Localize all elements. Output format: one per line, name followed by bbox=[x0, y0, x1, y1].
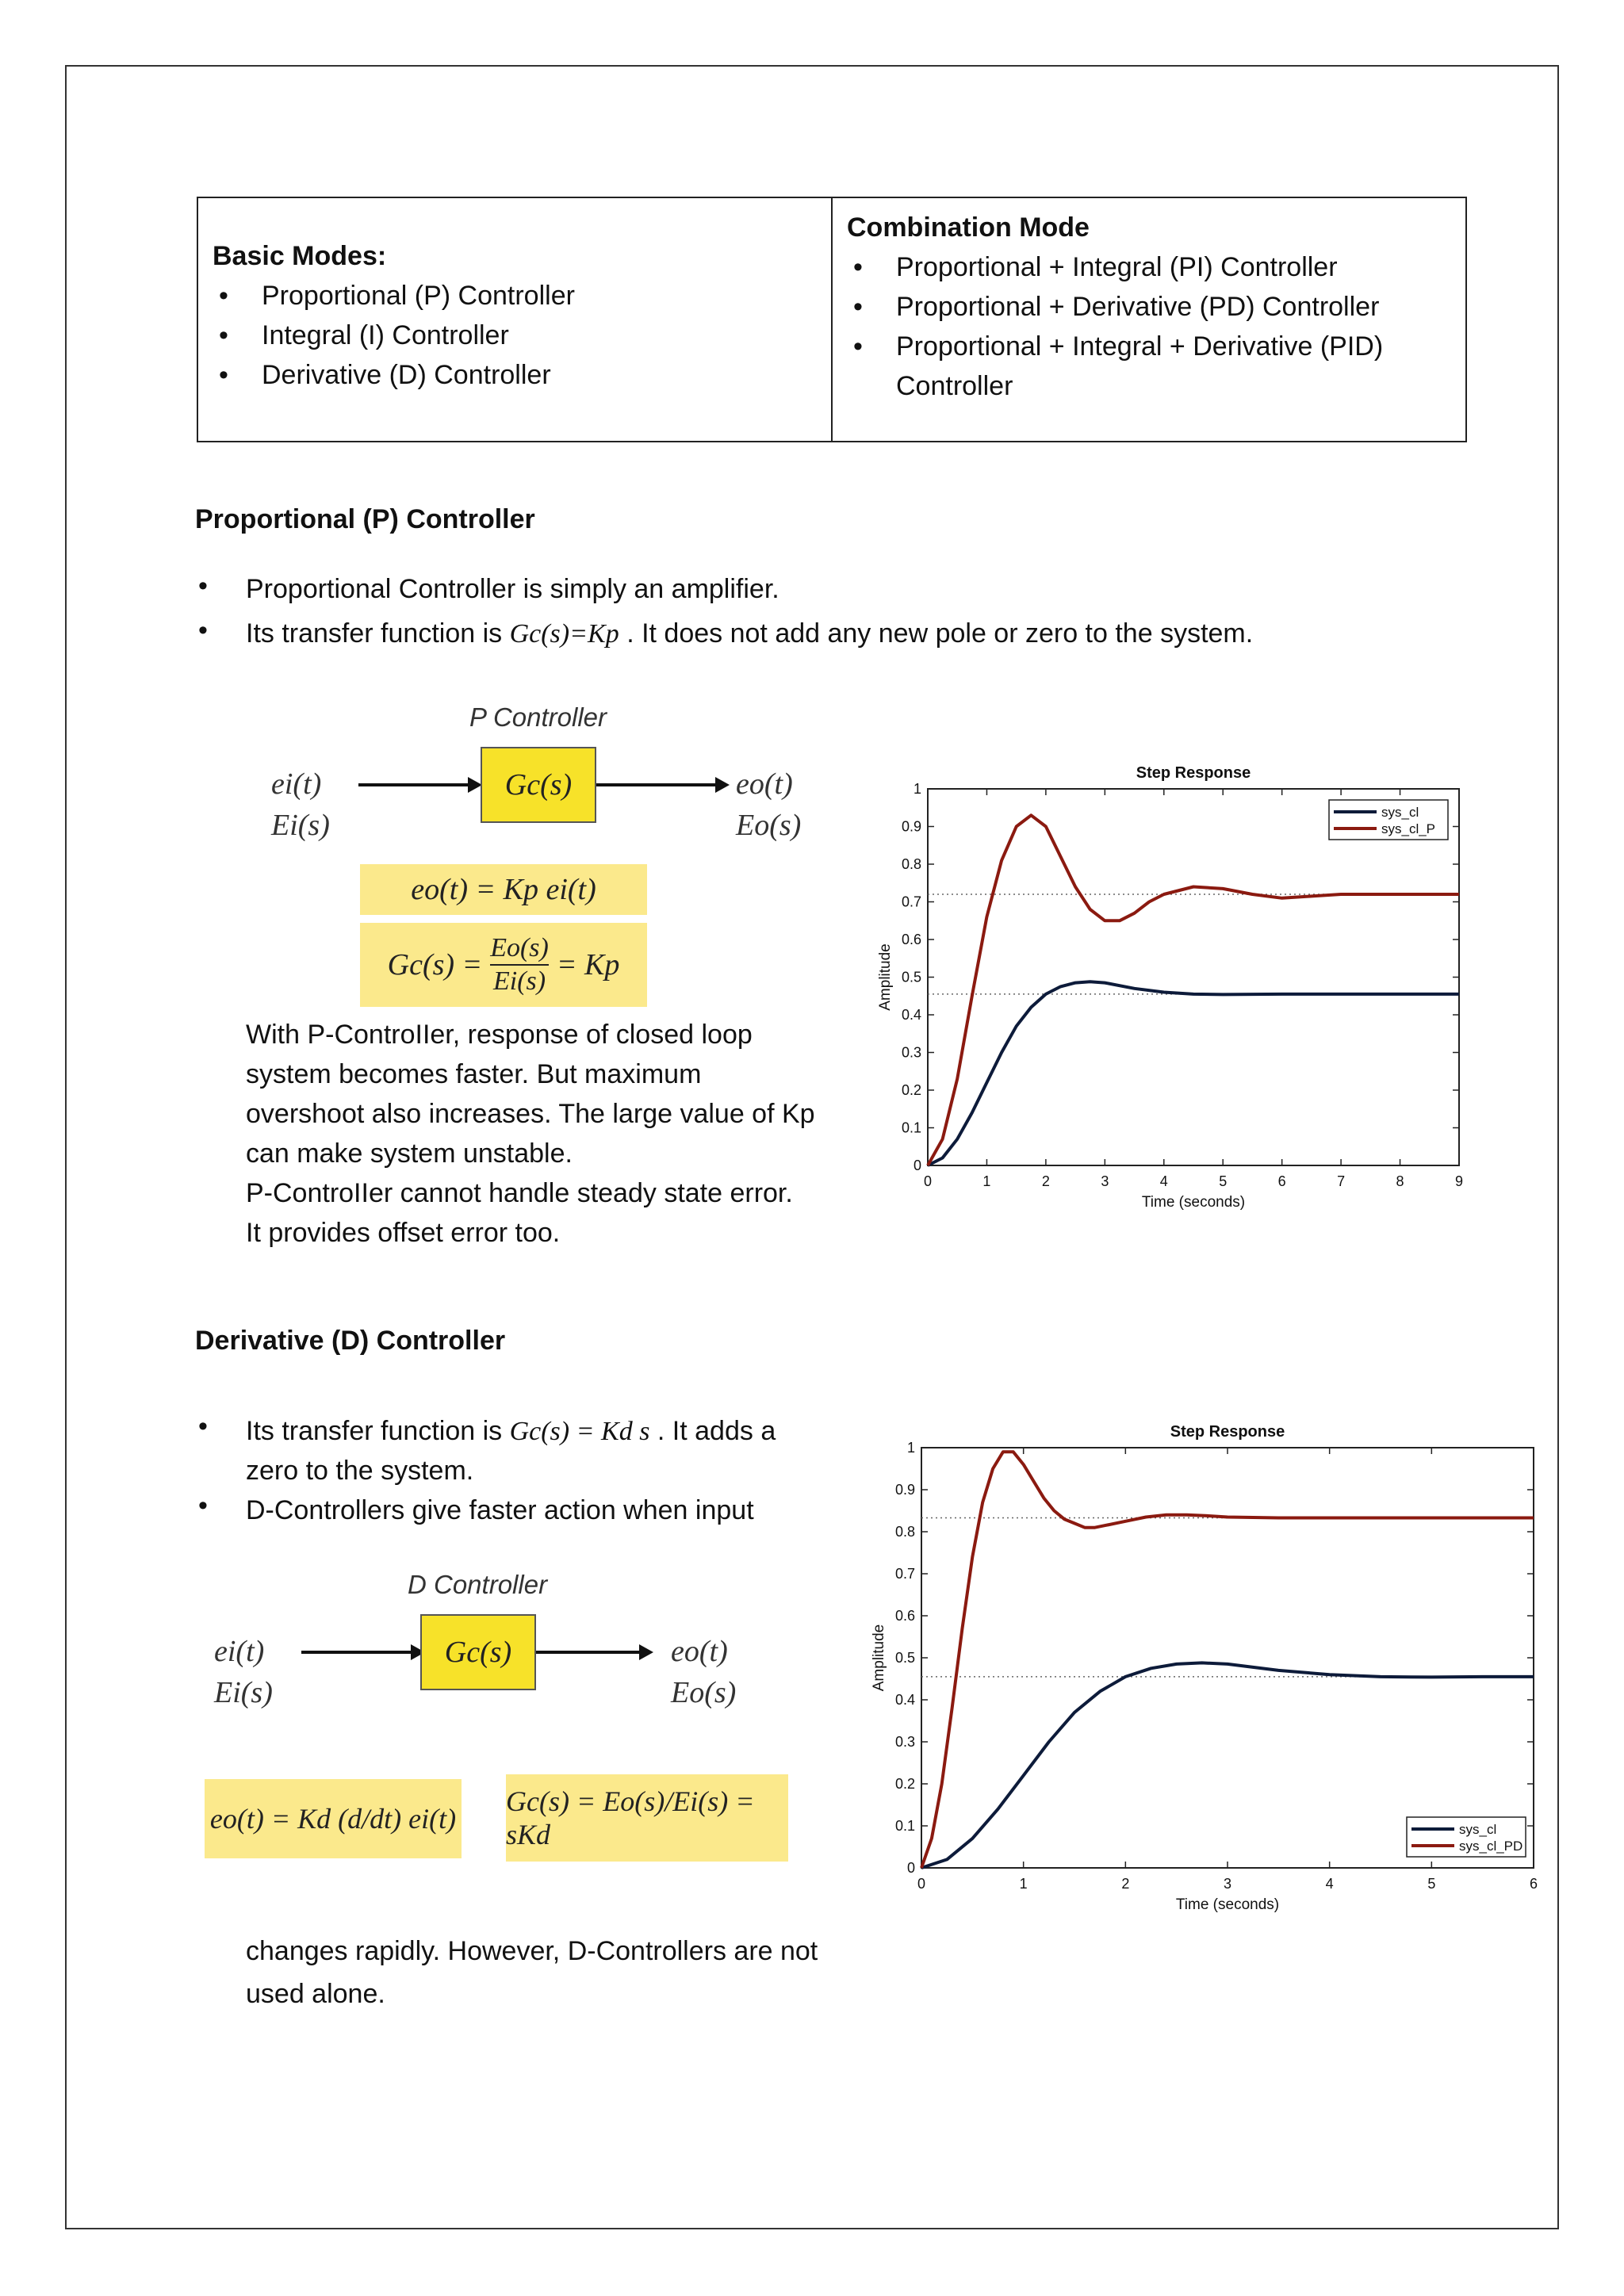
y-axis-label: Amplitude bbox=[877, 943, 894, 1011]
chart-title: Step Response bbox=[1136, 764, 1251, 782]
plot-area bbox=[921, 1448, 1534, 1868]
p-bullet-2-text-post: . It does not add any new pole or zero to the system. bbox=[619, 618, 1254, 649]
combination-mode-cell bbox=[831, 198, 1465, 441]
y-tick-label: 0.5 bbox=[894, 1650, 915, 1666]
y-tick-label: 0.4 bbox=[894, 1692, 915, 1708]
y-tick-label: 0.5 bbox=[901, 969, 921, 985]
y-tick-label: 0 bbox=[906, 1860, 915, 1876]
y-tick-label: 0.1 bbox=[894, 1818, 915, 1834]
d-time-equation: eo(t) = Kd (d/dt) ei(t) bbox=[205, 1779, 462, 1858]
p-step-response-chart bbox=[872, 757, 1491, 1233]
y-tick-label: 0 bbox=[913, 1158, 921, 1173]
x-tick-label: 9 bbox=[1454, 1173, 1464, 1189]
d-output-signal: eo(t) bbox=[671, 1635, 728, 1668]
d-diagram-title: D Controller bbox=[408, 1570, 548, 1599]
list-item: • Proportional (P) Controller bbox=[213, 276, 817, 316]
list-item: • Proportional + Integral + Derivative (PID) Controller bbox=[847, 327, 1451, 406]
p-time-equation: eo(t) = Kp ei(t) bbox=[360, 864, 647, 915]
list-item: • Proportional + Derivative (PD) Controller bbox=[847, 287, 1451, 327]
y-tick-label: 0.8 bbox=[901, 856, 921, 872]
d-bullet-1 bbox=[246, 1411, 776, 1452]
x-tick-label: 6 bbox=[1277, 1173, 1286, 1189]
p-eq2-rhs: = Kp bbox=[556, 948, 620, 982]
p-bullet-2 bbox=[246, 614, 1253, 654]
x-tick-label: 4 bbox=[1325, 1876, 1334, 1892]
p-paragraph-line: system becomes faster. But maximum bbox=[246, 1059, 702, 1089]
x-tick-label: 1 bbox=[982, 1173, 991, 1189]
p-output-arrow bbox=[596, 761, 731, 809]
list-item: • Integral (I) Controller bbox=[213, 316, 817, 355]
d-paragraph-line: changes rapidly. However, D-Controllers are not bbox=[246, 1936, 818, 1966]
y-axis-label: Amplitude bbox=[871, 1624, 887, 1692]
y-tick-label: 0.6 bbox=[894, 1608, 915, 1624]
p-section-heading: Proportional (P) Controller bbox=[195, 504, 535, 534]
bullet-icon: • bbox=[198, 1490, 208, 1521]
d-bullet-2: D-Controllers give faster action when input bbox=[246, 1495, 754, 1525]
p-input-laplace: Ei(s) bbox=[271, 809, 330, 842]
d-output-arrow bbox=[536, 1628, 655, 1676]
x-tick-label: 1 bbox=[1019, 1876, 1028, 1892]
legend-label: sys_cl_PD bbox=[1459, 1839, 1523, 1854]
y-tick-label: 1 bbox=[913, 781, 921, 797]
p-paragraph-line: With P-ControIIer, response of closed loop bbox=[246, 1020, 753, 1050]
d-transfer-function: Gc(s) = Kd s bbox=[509, 1417, 650, 1446]
x-tick-label: 6 bbox=[1529, 1876, 1538, 1892]
y-tick-label: 0.8 bbox=[894, 1524, 915, 1540]
d-section-heading: Derivative (D) Controller bbox=[195, 1326, 506, 1356]
legend-label: sys_cl bbox=[1381, 805, 1419, 820]
x-tick-label: 2 bbox=[1041, 1173, 1050, 1189]
p-output-laplace: Eo(s) bbox=[736, 809, 802, 842]
p-eq2-denominator: Ei(s) bbox=[492, 966, 546, 996]
x-tick-label: 2 bbox=[1121, 1876, 1130, 1892]
y-tick-label: 0.2 bbox=[894, 1776, 915, 1792]
d-input-arrow bbox=[300, 1628, 427, 1676]
x-axis-label: Time (seconds) bbox=[1141, 1194, 1246, 1211]
d-input-signal: ei(t) bbox=[214, 1635, 265, 1668]
p-paragraph-line: can make system unstable. bbox=[246, 1138, 573, 1169]
y-tick-label: 0.3 bbox=[894, 1734, 915, 1750]
x-tick-label: 0 bbox=[917, 1876, 926, 1892]
d-bullet-1-text-post: . It adds a bbox=[649, 1416, 776, 1446]
p-diagram-title: P Controller bbox=[469, 702, 607, 732]
y-tick-label: 0.9 bbox=[901, 818, 921, 835]
combination-mode-title: Combination Mode bbox=[847, 212, 1090, 243]
x-tick-label: 0 bbox=[923, 1173, 933, 1189]
p-input-arrow bbox=[357, 761, 484, 809]
p-transfer-equation bbox=[360, 923, 647, 1007]
y-tick-label: 0.4 bbox=[901, 1007, 921, 1023]
p-bullet-2-text: Its transfer function is bbox=[246, 618, 510, 649]
d-controller-block: Gc(s) bbox=[420, 1614, 536, 1690]
d-output-laplace: Eo(s) bbox=[671, 1676, 737, 1709]
x-tick-label: 4 bbox=[1159, 1173, 1168, 1189]
p-paragraph-line: It provides offset error too. bbox=[246, 1218, 561, 1248]
p-paragraph-line: overshoot also increases. The large value of Kp bbox=[246, 1099, 815, 1129]
p-controller-block: Gc(s) bbox=[481, 747, 596, 823]
modes-table bbox=[197, 197, 1467, 442]
x-tick-label: 8 bbox=[1396, 1173, 1404, 1189]
p-bullet-1: Proportional Controller is simply an amplifier. bbox=[246, 574, 779, 604]
y-tick-label: 0.6 bbox=[901, 932, 921, 947]
d-step-response-chart bbox=[856, 1411, 1554, 1934]
legend-label: sys_cl_P bbox=[1381, 821, 1436, 836]
d-bullet-1-text: Its transfer function is bbox=[246, 1416, 510, 1446]
d-bullet-1-continued: zero to the system. bbox=[246, 1456, 474, 1486]
y-tick-label: 0.9 bbox=[894, 1482, 915, 1498]
y-tick-label: 1 bbox=[906, 1440, 915, 1456]
y-tick-label: 0.7 bbox=[901, 894, 921, 910]
x-tick-label: 7 bbox=[1337, 1173, 1346, 1189]
basic-modes-title: Basic Modes: bbox=[213, 241, 387, 271]
d-input-laplace: Ei(s) bbox=[214, 1676, 273, 1709]
bullet-icon: • bbox=[198, 1411, 208, 1441]
d-transfer-equation: Gc(s) = Eo(s)/Ei(s) = sKd bbox=[506, 1774, 788, 1862]
d-paragraph-line: used alone. bbox=[246, 1979, 385, 2009]
x-tick-label: 5 bbox=[1219, 1173, 1228, 1189]
p-output-signal: eo(t) bbox=[736, 767, 793, 801]
bullet-icon: • bbox=[198, 615, 208, 645]
p-transfer-function: Gc(s)=Kp bbox=[509, 619, 619, 649]
y-tick-label: 0.3 bbox=[901, 1044, 921, 1061]
list-item: • Proportional + Integral (PI) Controller bbox=[847, 247, 1451, 287]
p-eq2-numerator: Eo(s) bbox=[490, 933, 549, 962]
y-tick-label: 0.2 bbox=[901, 1082, 921, 1098]
x-tick-label: 5 bbox=[1427, 1876, 1436, 1892]
p-paragraph-line: P-ControIIer cannot handle steady state error. bbox=[246, 1178, 793, 1208]
x-tick-label: 3 bbox=[1101, 1173, 1109, 1189]
bullet-icon: • bbox=[198, 571, 208, 601]
x-axis-label: Time (seconds) bbox=[1175, 1896, 1280, 1913]
chart-title: Step Response bbox=[1170, 1423, 1285, 1441]
x-tick-label: 3 bbox=[1223, 1876, 1232, 1892]
list-item: • Derivative (D) Controller bbox=[213, 355, 817, 395]
y-tick-label: 0.7 bbox=[894, 1566, 915, 1582]
basic-modes-cell bbox=[198, 198, 831, 441]
p-input-signal: ei(t) bbox=[271, 767, 322, 801]
p-eq2-lhs: Gc(s) = bbox=[387, 948, 483, 982]
legend-label: sys_cl bbox=[1459, 1822, 1497, 1837]
y-tick-label: 0.1 bbox=[901, 1119, 921, 1136]
